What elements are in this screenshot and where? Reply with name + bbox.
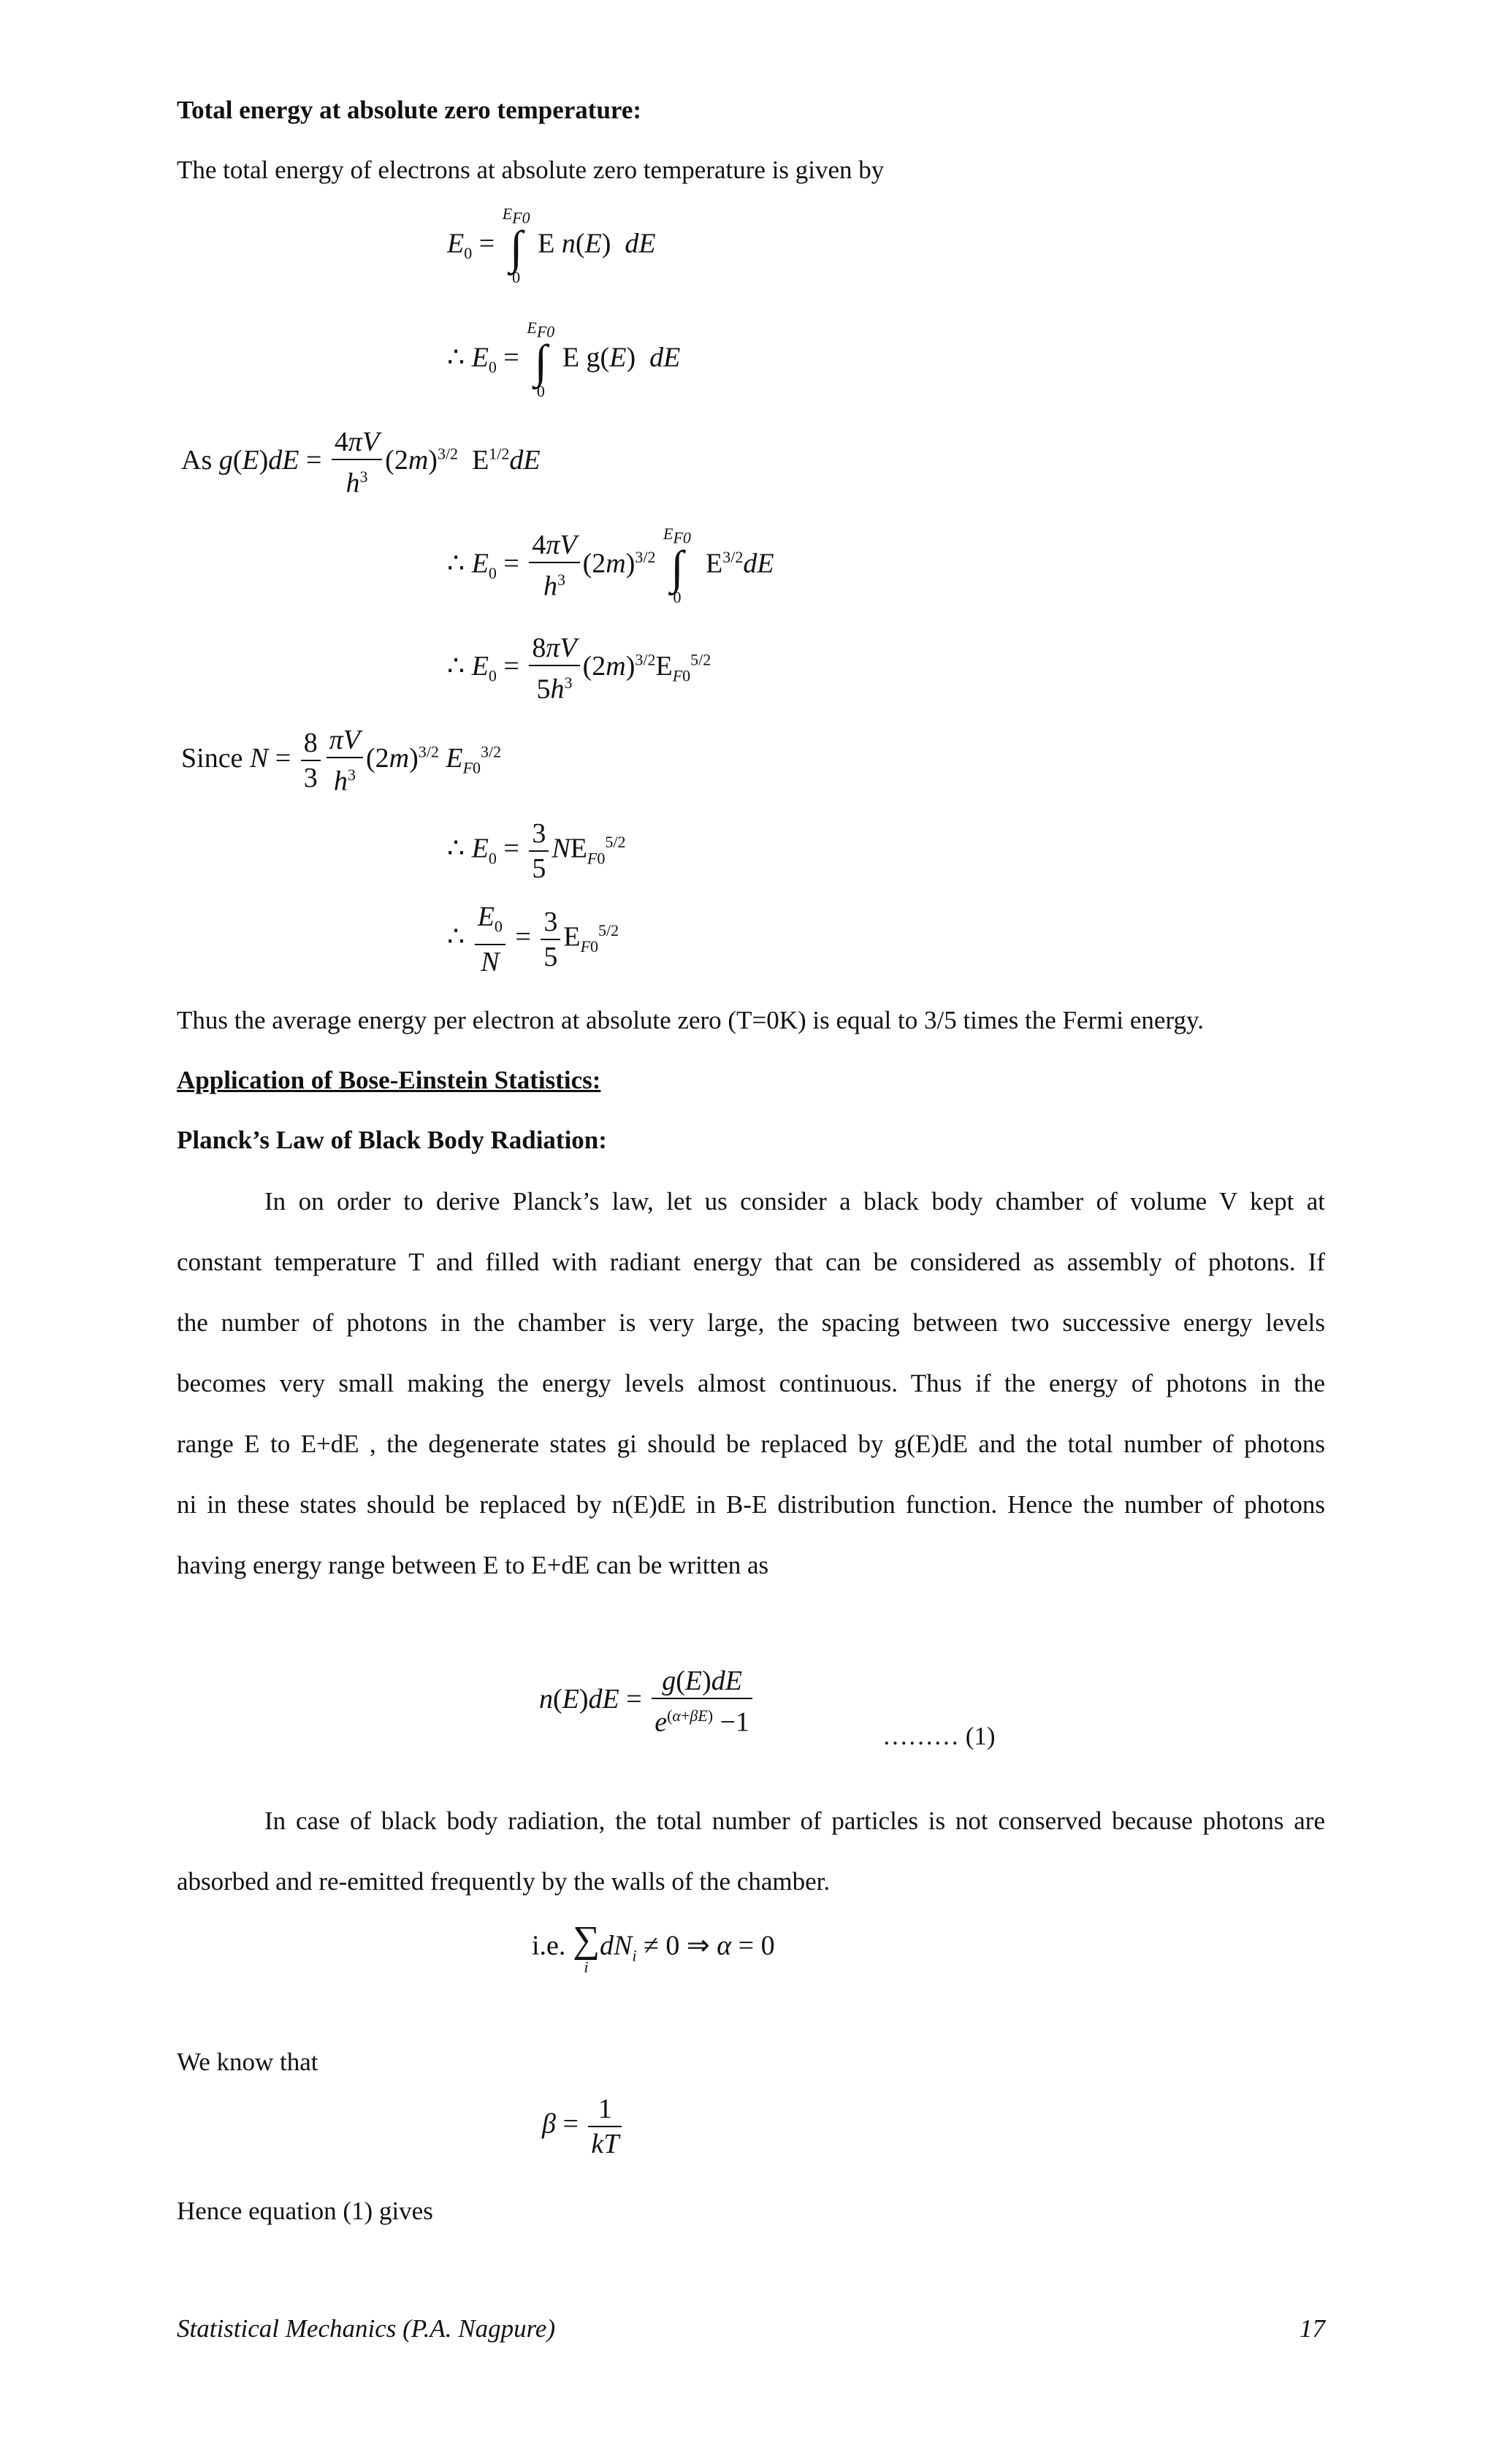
paragraph-line: ni in these states should be replaced by n(E)dE in B-E distribution function. Hence the number of photons xyxy=(177,1490,1325,1519)
equation-energy-in-n: ∴ $E_0$ = $\frac{3}{5}$ $NE_{F0}^{5/2}$ xyxy=(447,818,626,884)
equation-total-energy-integral: $E_0$ = $E_{F0}$ ∫ 0 E n(E) dE xyxy=(447,205,656,287)
equation-density-of-states: As g(E)dE = $\frac{4\pi V}{h^3}$ $(2m)^{3/2}$ $E^{1/2}dE$ xyxy=(181,427,541,499)
heading-application: Application of Bose-Einstein Statistics: xyxy=(177,1066,601,1094)
equation-number-of-electrons: Since N = $\frac{8}{3}$ $\frac{\pi V}{h^3}$ $(2m)^{3/2}$ $E_{F0}^{3/2}$ xyxy=(181,725,502,797)
equation-average-energy: ∴ $\frac{E_0}{N}$ = $\frac{3}{5}$ $E_{F0}^{5/2}$ xyxy=(447,901,619,977)
paragraph-line: becomes very small making the energy levels almost continuous. Thus if the energy of photons in the xyxy=(177,1369,1325,1397)
paragraph-line: constant temperature T and filled with radiant energy that can be considered as assembly of photons. If xyxy=(177,1248,1325,1276)
since-label: Since xyxy=(181,743,243,774)
hence-line: Hence equation (1) gives xyxy=(177,2197,433,2225)
equation-be-distribution: n(E)dE = $\frac{g(E)dE}{e^{(\alpha+\beta E)} -1}$ xyxy=(539,1664,755,1739)
heading-planck: Planck’s Law of Black Body Radiation: xyxy=(177,1126,607,1154)
equation-energy-result: ∴ $E_0$ = $\frac{8\pi V}{5h^3}$ $(2m)^{3/2}E_{F0}^{5/2}$ xyxy=(447,633,711,705)
conclusion-line: Thus the average energy per electron at absolute zero (T=0K) is equal to 3/5 times the Fermi energy. xyxy=(177,1006,1204,1034)
black-body-paragraph xyxy=(177,1804,1325,1926)
ie-label: i.e. xyxy=(532,1930,566,1961)
footer-title: Statistical Mechanics (P.A. Nagpure) xyxy=(177,2314,556,2343)
equation-number-1: ……… (1) xyxy=(882,1722,996,1750)
paragraph-line: having energy range between E to E+dE can be written as xyxy=(177,1551,769,1579)
paragraph-line: absorbed and re-emitted frequently by the walls of the chamber. xyxy=(177,1867,831,1896)
planck-paragraph xyxy=(177,1185,1325,1609)
intro-line: The total energy of electrons at absolute zero temperature is given by xyxy=(177,156,885,184)
equation-energy-substituted: ∴ $E_0$ = $\frac{4\pi V}{h^3}$ $(2m)^{3/2}$ $E_{F0}$ ∫ 0 $E^{3/2}dE$ xyxy=(447,525,774,607)
heading-total-energy: Total energy at absolute zero temperature: xyxy=(177,96,642,124)
equation-beta: β = $\frac{1}{kT}$ xyxy=(542,2092,625,2161)
equation-alpha-zero: i.e. ∑ i $dN_i \ne 0$ ⇒ α = 0 xyxy=(532,1919,775,1976)
paragraph-line: the number of photons in the chamber is very large, the spacing between two successive energy levels xyxy=(177,1308,1325,1337)
as-label: As xyxy=(181,445,213,476)
equation-energy-g-integral: ∴ $E_0$ = $E_{F0}$ ∫ 0 E g(E) dE xyxy=(447,319,681,401)
paragraph-line: range E to E+dE , the degenerate states gi should be replaced by g(E)dE and the total number of photons xyxy=(177,1430,1325,1458)
paragraph-line: In case of black body radiation, the total number of particles is not conserved because photons are xyxy=(264,1807,1325,1835)
paragraph-line: In on order to derive Planck’s law, let us consider a black body chamber of volume V kept at xyxy=(264,1187,1325,1216)
we-know-line: We know that xyxy=(177,2048,318,2076)
page-number: 17 xyxy=(1300,2314,1325,2343)
